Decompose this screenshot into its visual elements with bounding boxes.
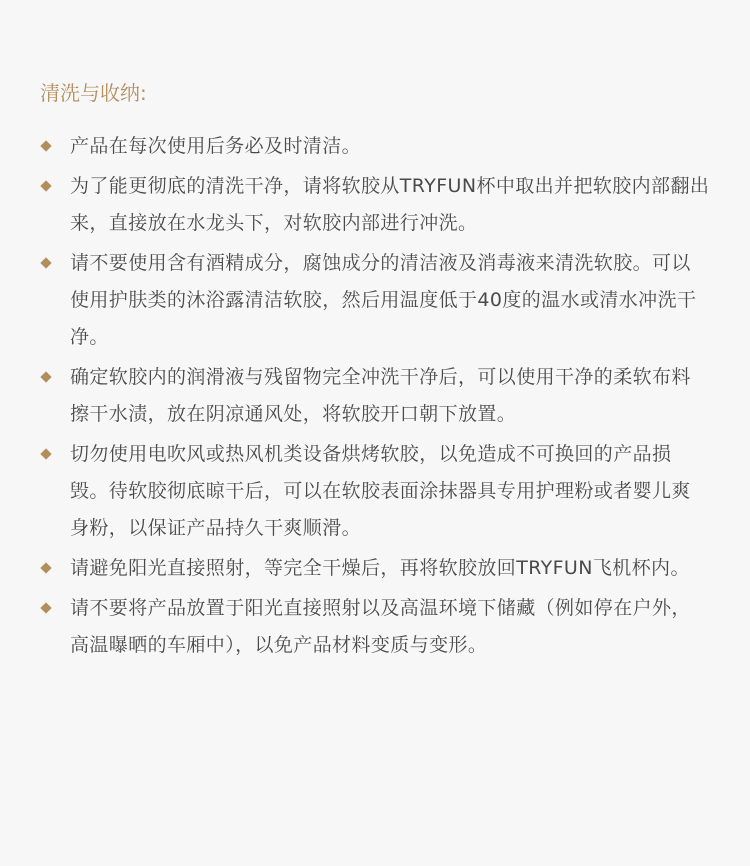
section-title: 清洗与收纳: [40,81,147,105]
list-item-text: 确定软胶内的润滑液与残留物完全冲洗干净后，可以使用干净的柔软布料擦干水渍，放在阴凉通风处，将软胶开口朝下放置。 [70,366,691,425]
diamond-bullet-icon [40,371,51,382]
list-item-text: 切勿使用电吹风或热风机类设备烘烤软胶，以免造成不可换回的产品损毁。待软胶彻底晾干后，可以在软胶表面涂抹器具专用护理粉或者婴儿爽身粉，以保证产品持久干爽顺滑。 [70,443,691,539]
instruction-list [40,128,710,664]
diamond-bullet-icon [40,448,51,459]
list-item [40,590,710,664]
list-item [40,128,710,165]
list-item-text: 请不要使用含有酒精成分，腐蚀成分的清洁液及消毒液来清洗软胶。可以使用护肤类的沐浴露清洁软胶，然后用温度低于40度的温水或清水冲洗干净。 [70,252,697,348]
diamond-bullet-icon [40,140,51,151]
list-item [40,436,710,547]
diamond-bullet-icon [40,602,51,613]
diamond-bullet-icon [40,562,51,573]
diamond-bullet-icon [40,180,51,191]
list-item [40,550,710,587]
diamond-bullet-icon [40,257,51,268]
list-item [40,245,710,356]
list-item-text: 请避免阳光直接照射，等完全干燥后，再将软胶放回TRYFUN飞机杯内。 [70,557,690,579]
list-item-text: 产品在每次使用后务必及时清洁。 [70,135,362,157]
list-item [40,168,710,242]
list-item-text: 为了能更彻底的清洗干净，请将软胶从TRYFUN杯中取出并把软胶内部翻出来，直接放在水龙头下，对软胶内部进行冲洗。 [70,175,710,234]
list-item-text: 请不要将产品放置于阳光直接照射以及高温环境下储藏（例如停在户外，高温曝晒的车厢中），以免产品材料变质与变形。 [70,597,691,656]
list-item [40,359,710,433]
